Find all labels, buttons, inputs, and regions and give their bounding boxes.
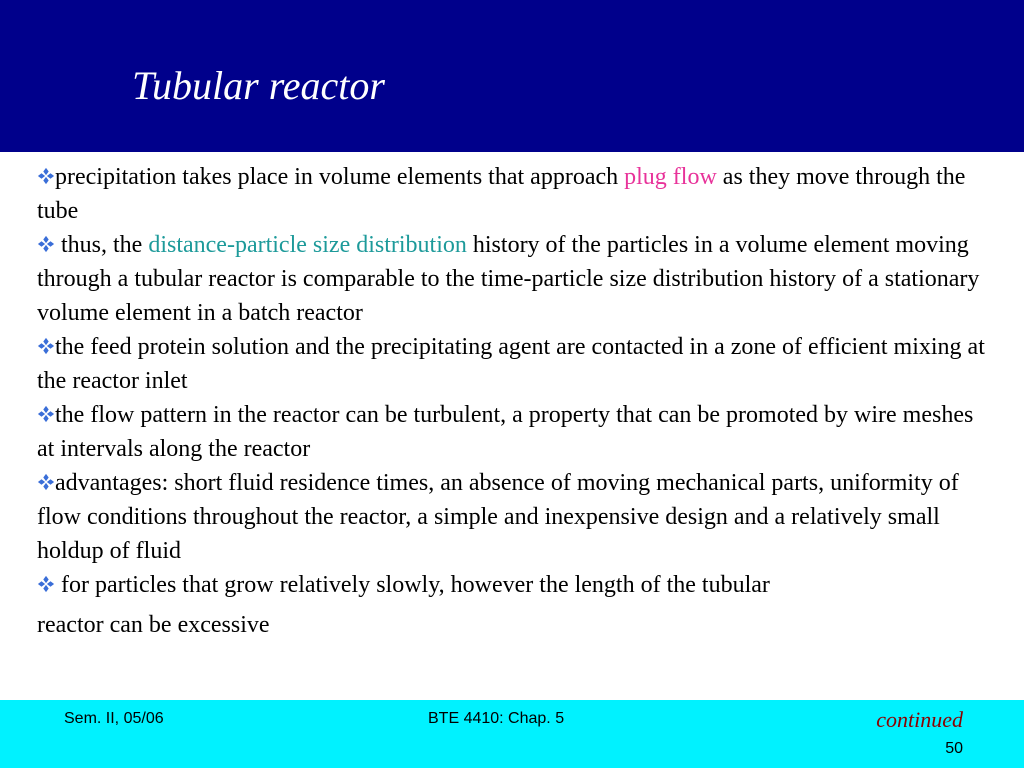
bullet-item xyxy=(37,330,987,398)
bullet-item xyxy=(37,568,987,642)
bullet-text: for particles that grow relatively slowly, however the length of the tubular xyxy=(55,572,770,598)
bullet-text: the flow pattern in the reactor can be turbulent, a property that can be promoted by wire meshes at intervals along the reactor xyxy=(37,402,974,462)
diamond-bullet-icon xyxy=(37,574,55,594)
bullet-item xyxy=(37,228,987,330)
bullet-text: the feed protein solution and the precipitating agent are contacted in a zone of efficient mixing at the reactor inlet xyxy=(37,334,985,394)
bullet-text: thus, the xyxy=(55,232,149,258)
bullet-text: as they move through the tube xyxy=(37,164,966,224)
highlight-plug-flow: plug flow xyxy=(624,164,717,190)
footer-continued: continued xyxy=(876,707,963,732)
diamond-bullet-icon xyxy=(37,234,55,254)
bullet-text: advantages: short fluid residence times, an absence of moving mechanical parts, uniformity of flow conditions throughout the reactor, a simple and inexpensive design and a relatively small holdup of fluid xyxy=(37,470,959,564)
bullet-item xyxy=(37,398,987,466)
bullet-item xyxy=(37,160,987,228)
diamond-bullet-icon xyxy=(37,472,55,492)
footer-course: BTE 4410: Chap. 5 xyxy=(428,710,565,727)
diamond-bullet-icon xyxy=(37,166,55,186)
bullet-text: reactor can be excessive xyxy=(37,612,270,638)
highlight-distance-psd: distance-particle size distribution xyxy=(148,232,467,258)
slide-title: Tubular reactor xyxy=(132,63,385,108)
footer-semester: Sem. II, 05/06 xyxy=(64,710,164,727)
bullet-item xyxy=(37,466,987,568)
bullet-text: precipitation takes place in volume elements that approach xyxy=(55,164,625,190)
diamond-bullet-icon xyxy=(37,404,55,424)
diamond-bullet-icon xyxy=(37,336,55,356)
page-number: 50 xyxy=(945,740,963,757)
slide-body xyxy=(37,160,987,642)
bullet-text: history of the particles in a volume element moving through a tubular reactor is comparable to the time-particle size distribution history of a stationary volume element in a batch reactor xyxy=(37,232,980,326)
